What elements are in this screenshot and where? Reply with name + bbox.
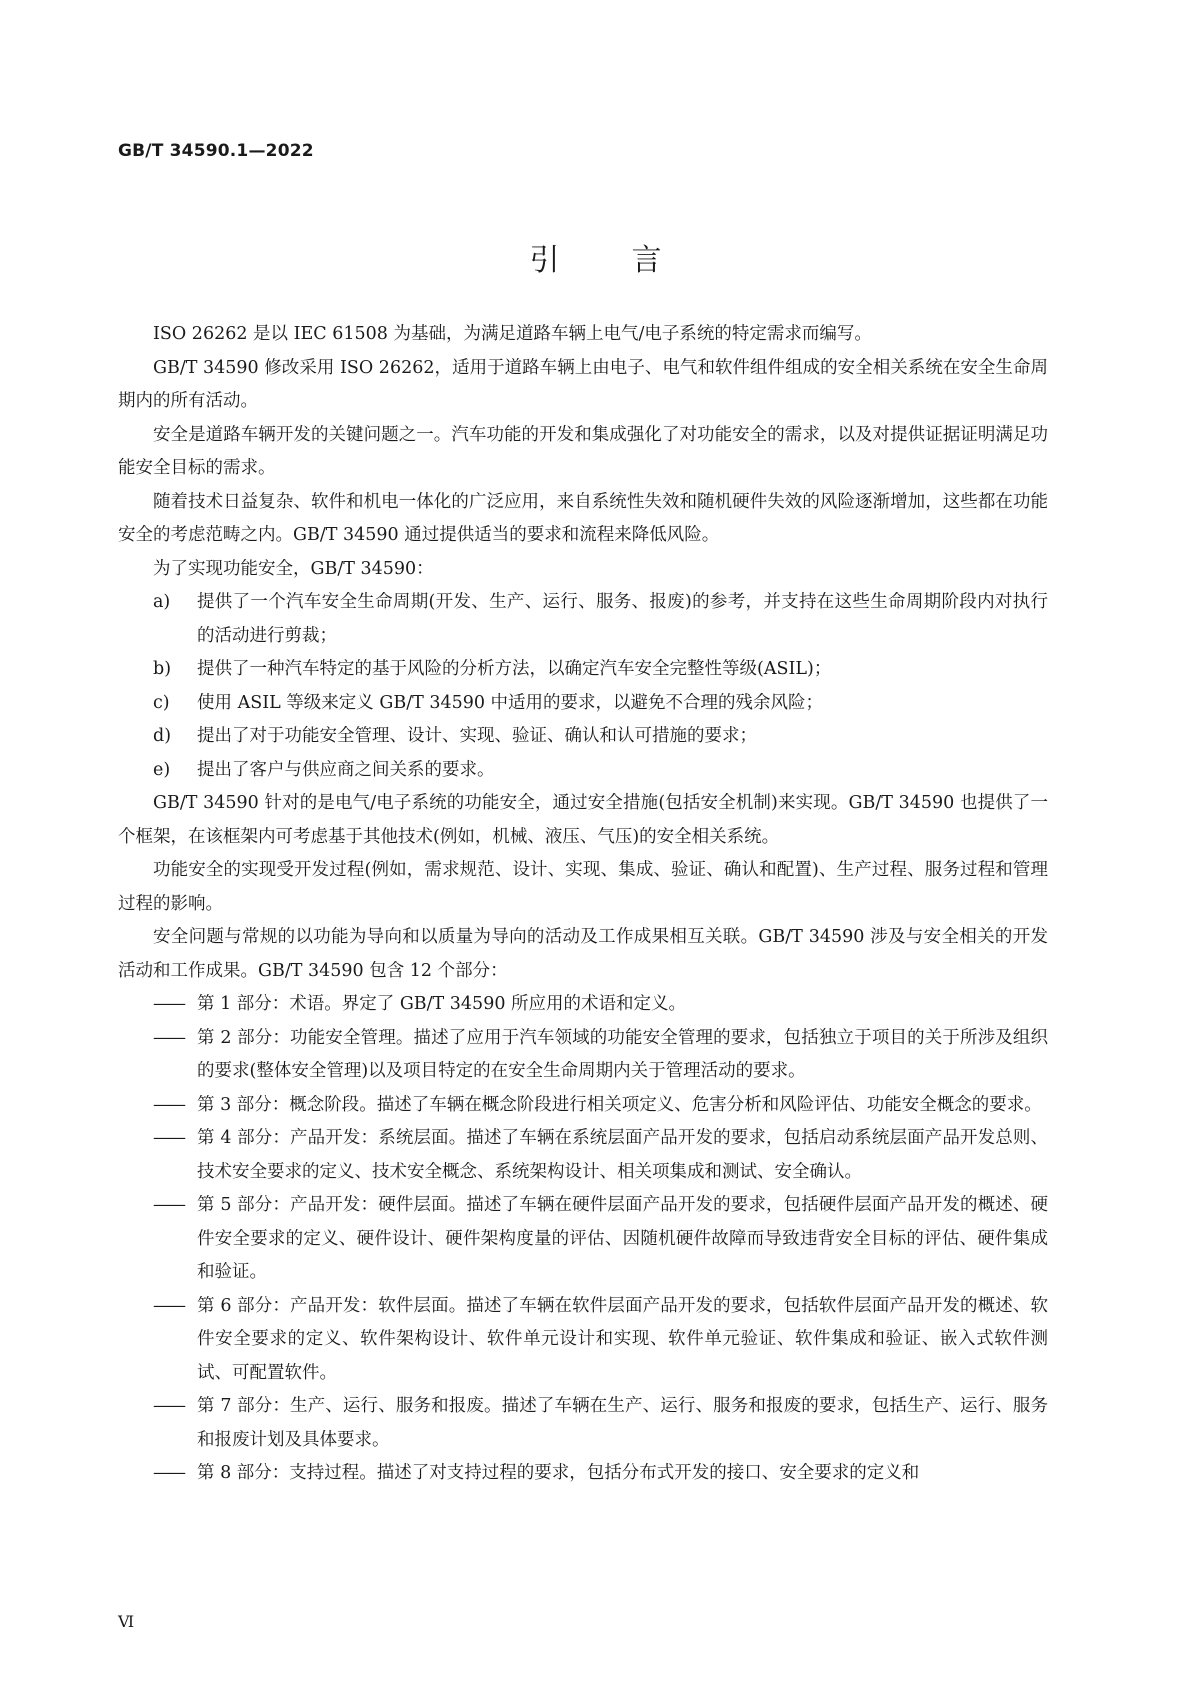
part-item-text: 第 5 部分：产品开发：硬件层面。描述了车辆在硬件层面产品开发的要求，包括硬件层面产品开发的概述、硬件安全要求的定义、硬件设计、硬件架构度量的评估、因随机硬件故障而导致违背安全目标的评估、硬件集成和验证。 — [197, 1195, 1048, 1282]
list-item-text: 提出了对于功能安全管理、设计、实现、验证、确认和认可措施的要求； — [197, 726, 757, 746]
list-item-label: d) — [153, 726, 172, 746]
part-item-text: 第 7 部分：生产、运行、服务和报废。描述了车辆在生产、运行、服务和报废的要求，包括生产、运行、服务和报废计划及具体要求。 — [197, 1396, 1048, 1450]
dash-mark: —— — [153, 1195, 184, 1215]
part-item — [118, 1457, 1048, 1491]
list-item-label: c) — [153, 692, 170, 713]
part-item-text: 第 8 部分：支持过程。描述了对支持过程的要求，包括分布式开发的接口、安全要求的定义和 — [197, 1463, 920, 1483]
list-item-label: a) — [153, 592, 171, 612]
list-item — [118, 720, 1048, 754]
list-item-text: 使用 ASIL 等级来定义 GB/T 34590 中适用的要求，以避免不合理的残余风险； — [197, 692, 824, 713]
paragraph: 安全问题与常规的以功能为导向和以质量为导向的活动及工作成果相互关联。GB/T 34590 涉及与安全相关的开发活动和工作成果。GB/T 34590 包含 12 个部分： — [118, 927, 1048, 981]
part-item — [118, 1290, 1048, 1391]
part-item — [118, 1189, 1048, 1290]
dash-mark: —— — [153, 1396, 184, 1416]
list-item-text: 提出了客户与供应商之间关系的要求。 — [197, 759, 495, 780]
part-item-text: 第 4 部分：产品开发：系统层面。描述了车辆在系统层面产品开发的要求，包括启动系统层面产品开发总则、技术安全要求的定义、技术安全概念、系统架构设计、相关项集成和测试、安全确认。 — [197, 1128, 1048, 1182]
page-number: Ⅵ — [118, 1612, 135, 1631]
paragraph: 随着技术日益复杂、软件和机电一体化的广泛应用，来自系统性失效和随机硬件失效的风险逐渐增加，这些都在功能安全的考虑范畴之内。GB/T 34590 通过提供适当的要求和流程来降低风险。 — [118, 491, 1048, 545]
part-item-text: 第 6 部分：产品开发：软件层面。描述了车辆在软件层面产品开发的要求，包括软件层面产品开发的概述、软件安全要求的定义、软件架构设计、软件单元设计和实现、软件单元验证、软件集成和验证、嵌入式软件测试、可配置软件。 — [197, 1295, 1048, 1383]
list-item-label: b) — [153, 659, 172, 679]
list-item — [118, 754, 1048, 788]
part-item — [118, 988, 1048, 1022]
title-char-1: 引 — [529, 243, 560, 278]
list-item-text: 提供了一种汽车特定的基于风险的分析方法，以确定汽车安全完整性等级(ASIL)； — [197, 659, 832, 679]
list-item-label: e) — [153, 759, 171, 780]
paragraph: 为了实现功能安全，GB/T 34590： — [153, 558, 434, 579]
list-item — [118, 586, 1048, 653]
part-item — [118, 1022, 1048, 1089]
dash-mark: —— — [153, 1094, 184, 1115]
paragraph: GB/T 34590 修改采用 ISO 26262，适用于道路车辆上由电子、电气和软件组件组成的安全相关系统在安全生命周期内的所有活动。 — [118, 357, 1048, 411]
part-item-text: 第 3 部分：概念阶段。描述了车辆在概念阶段进行相关项定义、危害分析和风险评估、功能安全概念的要求。 — [197, 1094, 1042, 1115]
dash-mark: —— — [153, 1295, 184, 1316]
body-content — [118, 318, 1048, 1491]
part-item-text: 第 2 部分：功能安全管理。描述了应用于汽车领域的功能安全管理的要求，包括独立于项目的关于所涉及组织的要求(整体安全管理)以及项目特定的在安全生命周期内关于管理活动的要求。 — [197, 1027, 1048, 1081]
page-title — [0, 235, 1191, 279]
paragraph: ISO 26262 是以 IEC 61508 为基础，为满足道路车辆上电气/电子系统的特定需求而编写。 — [153, 324, 872, 344]
standard-number: GB/T 34590.1—2022 — [118, 141, 314, 161]
list-item — [118, 687, 1048, 721]
dash-mark: —— — [153, 1027, 184, 1048]
part-item — [118, 1390, 1048, 1457]
paragraph: GB/T 34590 针对的是电气/电子系统的功能安全，通过安全措施(包括安全机制)来实现。GB/T 34590 也提供了一个框架，在该框架内可考虑基于其他技术(例如，机械、液压、气压)的安全相关系统。 — [118, 793, 1048, 847]
paragraph: 功能安全的实现受开发过程(例如，需求规范、设计、实现、集成、验证、确认和配置)、生产过程、服务过程和管理过程的影响。 — [118, 860, 1048, 914]
list-item-text: 提供了一个汽车安全生命周期(开发、生产、运行、服务、报废)的参考，并支持在这些生命周期阶段内对执行的活动进行剪裁； — [197, 592, 1048, 646]
part-item — [118, 1089, 1048, 1123]
dash-mark: —— — [153, 1128, 184, 1148]
dash-mark: —— — [153, 994, 184, 1014]
part-item-text: 第 1 部分：术语。界定了 GB/T 34590 所应用的术语和定义。 — [197, 994, 687, 1014]
paragraph: 安全是道路车辆开发的关键问题之一。汽车功能的开发和集成强化了对功能安全的需求，以及对提供证据证明满足功能安全目标的需求。 — [118, 424, 1048, 478]
list-item — [118, 653, 1048, 687]
dash-mark: —— — [153, 1463, 184, 1483]
part-item — [118, 1122, 1048, 1189]
title-char-2: 言 — [631, 243, 662, 278]
